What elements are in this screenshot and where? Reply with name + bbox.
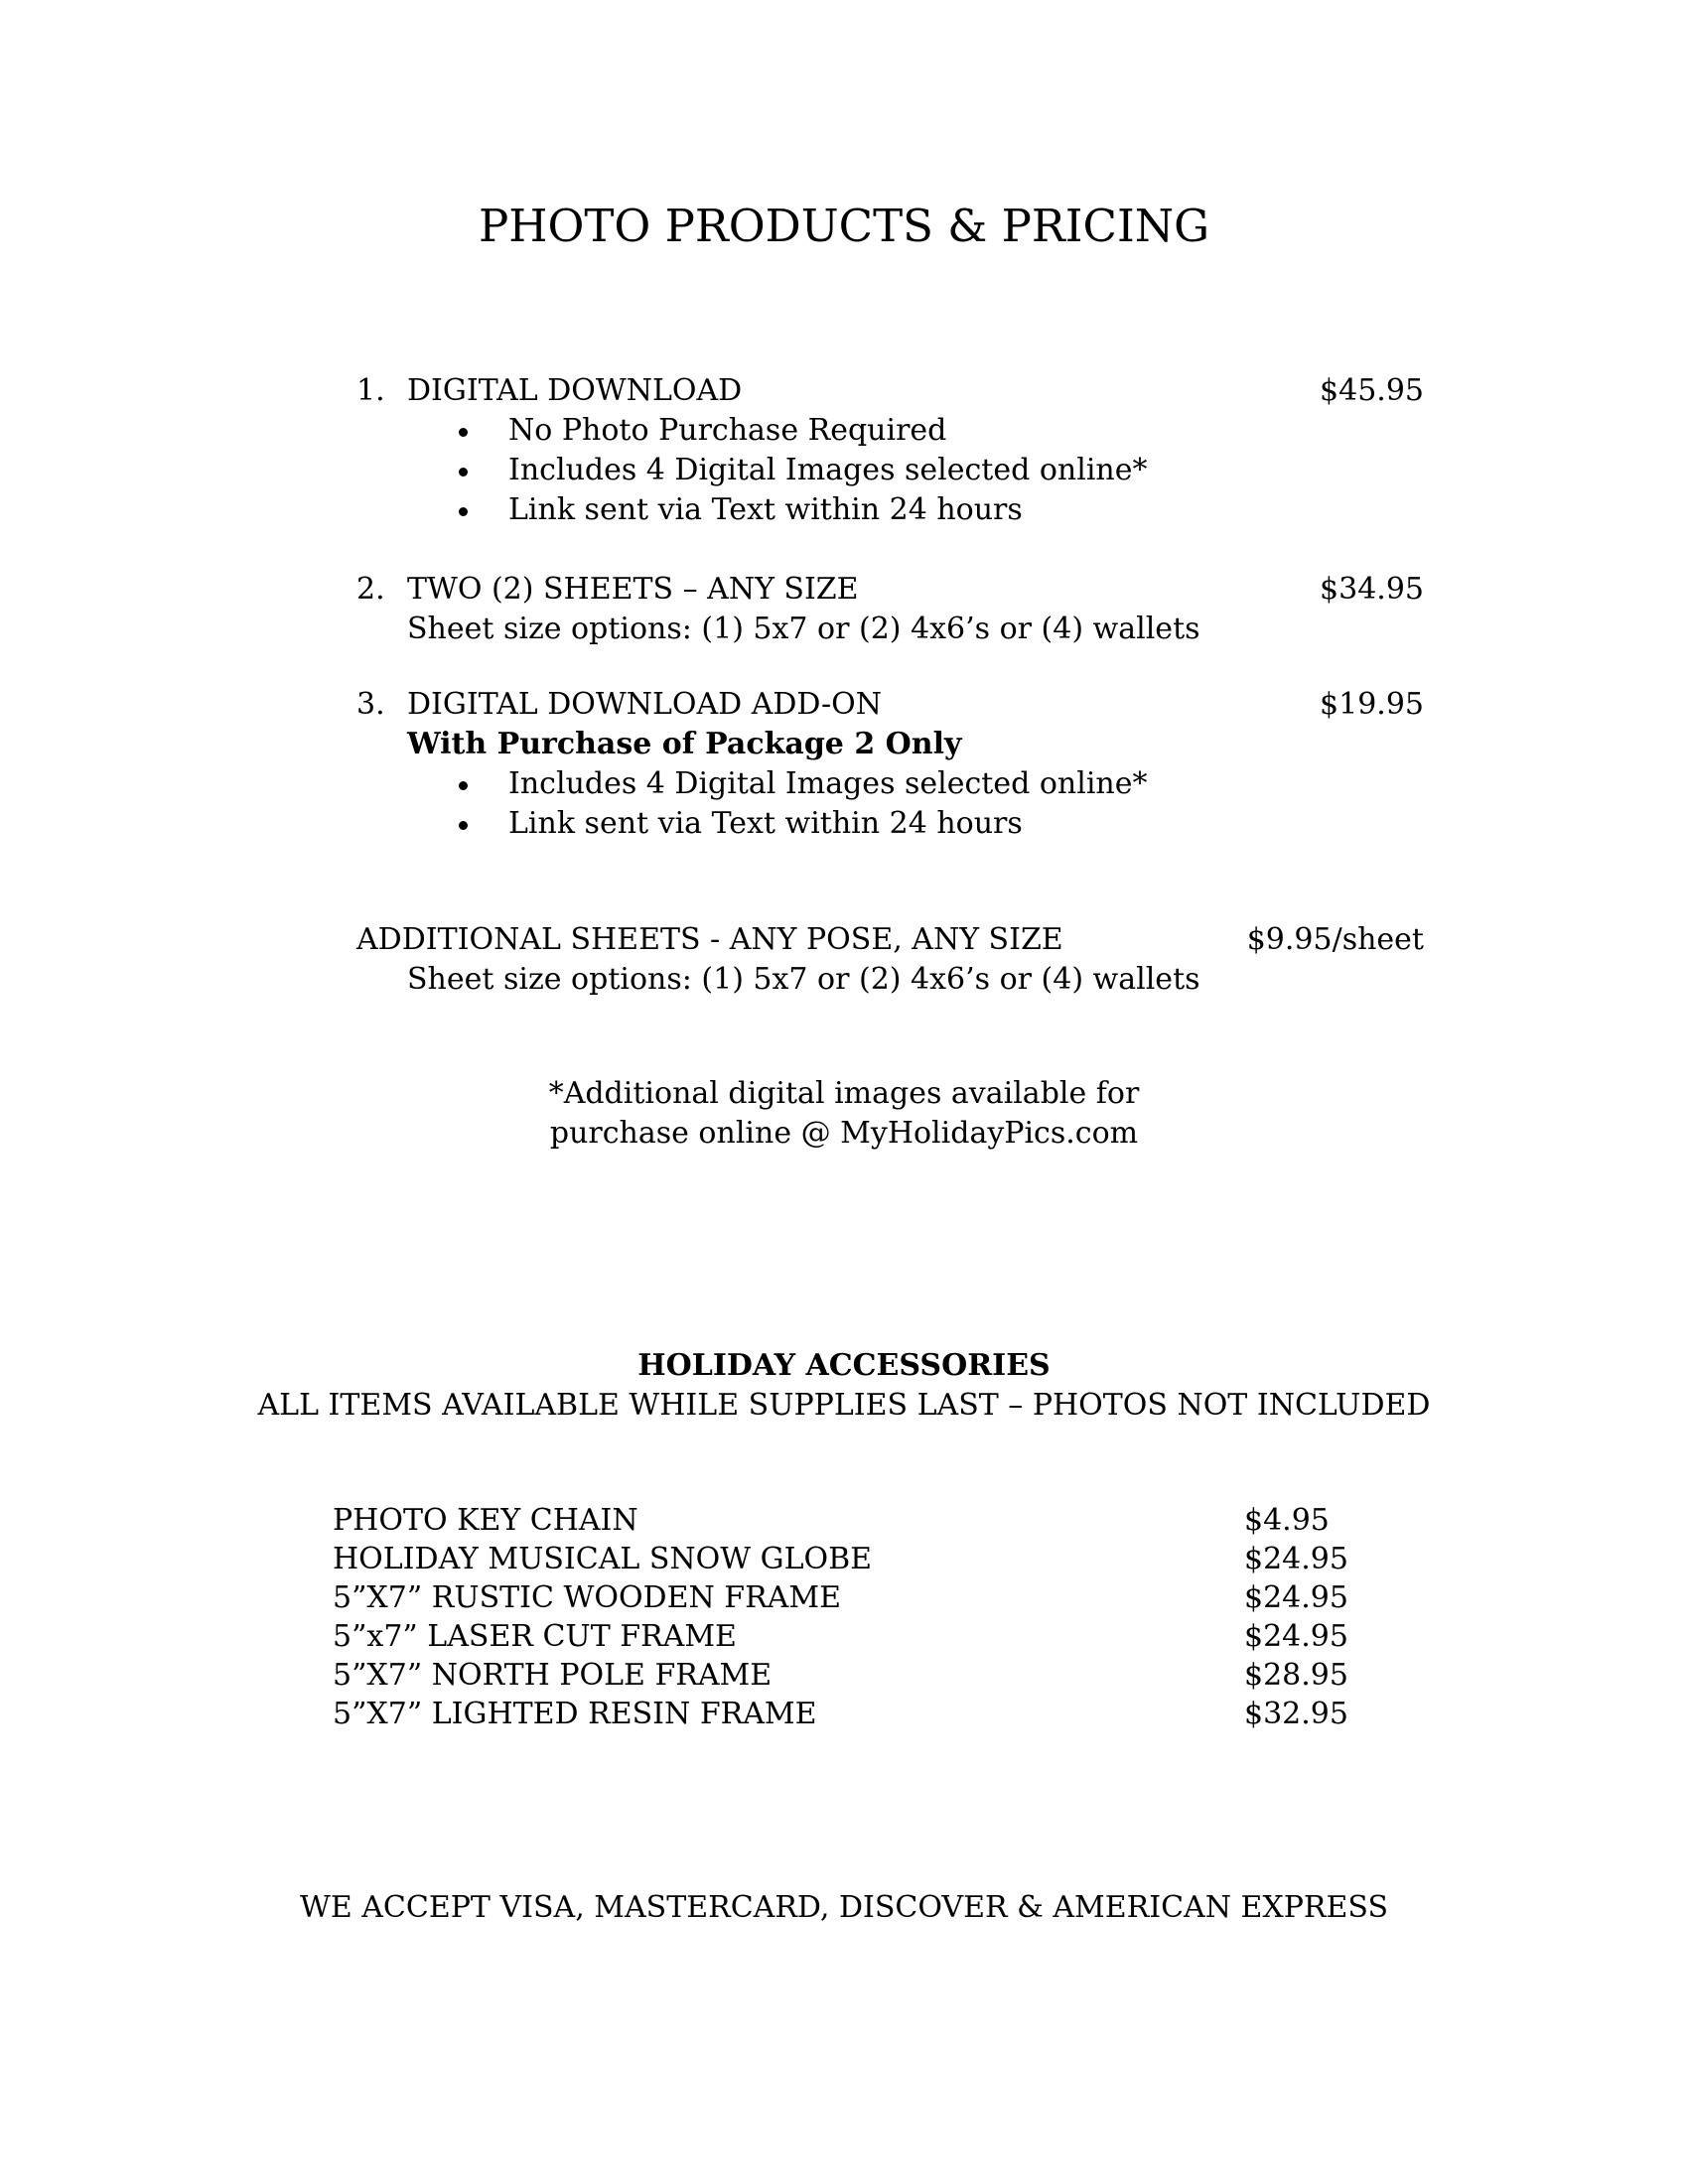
accessory-price: $4.95 [1244,1503,1330,1538]
page-title: PHOTO PRODUCTS & PRICING [478,200,1210,252]
accessory-name: PHOTO KEY CHAIN [333,1503,638,1538]
accessory-price: $24.95 [1244,1580,1348,1615]
bullet-item: No Photo Purchase Required [508,413,947,448]
accessory-name: 5”x7” LASER CUT FRAME [333,1619,737,1654]
bullet-icon [459,781,468,790]
bullet-icon [459,468,468,477]
additional-note: Sheet size options: (1) 5x7 or (2) 4x6’s or (4) wallets [407,962,1200,997]
package-name: TWO (2) SHEETS – ANY SIZE [407,572,859,607]
package-price: $34.95 [1320,572,1424,607]
accessory-price: $24.95 [1244,1542,1348,1576]
accessory-name: 5”X7” NORTH POLE FRAME [333,1658,773,1693]
bullet-item: Link sent via Text within 24 hours [508,806,1023,841]
package-number: 3. [356,687,385,722]
bullet-item: Link sent via Text within 24 hours [508,492,1023,527]
accessory-name: 5”X7” LIGHTED RESIN FRAME [333,1697,817,1731]
package-note: Sheet size options: (1) 5x7 or (2) 4x6’s or (4) wallets [407,612,1200,646]
bullet-item: Includes 4 Digital Images selected online* [508,453,1148,487]
accessory-price: $28.95 [1244,1658,1348,1693]
additional-price: $9.95/sheet [1246,922,1424,957]
accessory-name: HOLIDAY MUSICAL SNOW GLOBE [333,1542,873,1576]
package-price: $45.95 [1320,373,1424,408]
footnote-line: *Additional digital images available for [548,1076,1140,1111]
bullet-icon [459,821,468,830]
package-price: $19.95 [1320,687,1424,722]
additional-name: ADDITIONAL SHEETS - ANY POSE, ANY SIZE [356,922,1063,957]
bullet-icon [459,428,468,437]
accessories-subheading: ALL ITEMS AVAILABLE WHILE SUPPLIES LAST – PHOTOS NOT INCLUDED [257,1388,1431,1423]
footnote-line: purchase online @ MyHolidayPics.com [549,1116,1139,1151]
package-name: DIGITAL DOWNLOAD ADD-ON [407,687,883,722]
accessory-name: 5”X7” RUSTIC WOODEN FRAME [333,1580,841,1615]
package-subtitle: With Purchase of Package 2 Only [407,727,962,761]
package-name: DIGITAL DOWNLOAD [407,373,743,408]
package-number: 2. [356,572,385,607]
bullet-icon [459,507,468,516]
accessory-price: $24.95 [1244,1619,1348,1654]
bullet-item: Includes 4 Digital Images selected online* [508,766,1148,801]
package-number: 1. [356,373,385,408]
payment-info: WE ACCEPT VISA, MASTERCARD, DISCOVER & AMERICAN EXPRESS [299,1890,1388,1925]
accessory-price: $32.95 [1244,1697,1348,1731]
accessories-heading: HOLIDAY ACCESSORIES [637,1348,1051,1383]
